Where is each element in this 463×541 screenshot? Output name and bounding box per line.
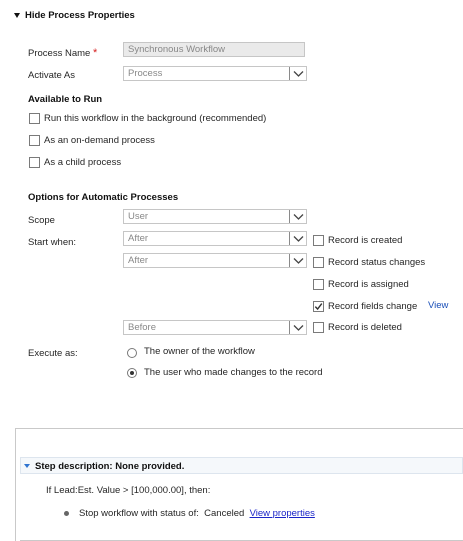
start-when-value: After xyxy=(128,233,149,244)
run-background-label: Run this workflow in the background (recommended) xyxy=(44,113,267,124)
action-prefix: Stop workflow with status of: xyxy=(79,508,199,519)
chevron-down-icon xyxy=(289,254,306,267)
checkmark-icon xyxy=(314,302,323,311)
start-when-value: Before xyxy=(128,322,156,333)
section-title: Hide Process Properties xyxy=(25,10,135,21)
start-when-select-deleted[interactable] xyxy=(123,320,307,335)
hide-properties-toggle[interactable] xyxy=(14,10,135,21)
record-created-label: Record is created xyxy=(328,235,403,246)
required-asterisk: * xyxy=(92,47,98,59)
scope-select[interactable] xyxy=(123,209,307,224)
step-description: Step description: None provided. xyxy=(35,461,185,472)
chevron-down-icon xyxy=(289,232,306,245)
available-to-run-heading: Available to Run xyxy=(28,94,103,105)
chevron-down-icon xyxy=(289,210,306,223)
record-status-changes-checkbox[interactable] xyxy=(313,257,324,268)
record-fields-change-checkbox[interactable] xyxy=(313,301,324,312)
step-header-row[interactable] xyxy=(24,461,184,472)
record-assigned-label: Record is assigned xyxy=(328,279,409,290)
on-demand-label: As an on-demand process xyxy=(44,135,155,146)
record-created-checkbox[interactable] xyxy=(313,235,324,246)
start-when-select-status[interactable] xyxy=(123,253,307,268)
process-name-label: Process Name * xyxy=(28,47,98,59)
start-when-value: After xyxy=(128,255,149,266)
chevron-down-icon xyxy=(289,67,306,80)
step-action-row xyxy=(64,508,315,519)
collapse-triangle-icon xyxy=(14,13,20,18)
user-radio[interactable] xyxy=(127,368,137,378)
record-fields-change-label: Record fields change xyxy=(328,301,418,312)
execute-as-label: Execute as: xyxy=(28,348,78,359)
start-when-label: Start when: xyxy=(28,237,77,248)
owner-radio[interactable] xyxy=(127,348,137,358)
start-when-select-created[interactable] xyxy=(123,231,307,246)
owner-radio-label: The owner of the workflow xyxy=(144,346,255,357)
record-assigned-checkbox[interactable] xyxy=(313,279,324,290)
process-name-field[interactable]: Synchronous Workflow xyxy=(123,42,305,57)
child-process-checkbox[interactable] xyxy=(29,157,40,168)
child-process-label: As a child process xyxy=(44,157,122,168)
record-status-changes-label: Record status changes xyxy=(328,257,426,268)
view-properties-link[interactable]: View properties xyxy=(249,508,315,519)
view-fields-link[interactable]: View xyxy=(428,300,449,311)
step-condition: If Lead:Est. Value > [100,000.00], then: xyxy=(46,485,211,496)
user-radio-label: The user who made changes to the record xyxy=(144,367,323,378)
activate-as-label: Activate As xyxy=(28,70,75,81)
scope-label: Scope xyxy=(28,215,55,226)
chevron-down-icon xyxy=(289,321,306,334)
activate-as-value: Process xyxy=(128,68,163,79)
expand-triangle-icon xyxy=(24,464,30,468)
scope-value: User xyxy=(128,211,149,222)
action-status: Canceled xyxy=(204,508,245,519)
run-background-checkbox[interactable] xyxy=(29,113,40,124)
record-deleted-checkbox[interactable] xyxy=(313,322,324,333)
activate-as-select[interactable] xyxy=(123,66,307,81)
record-deleted-label: Record is deleted xyxy=(328,322,402,333)
automatic-options-heading: Options for Automatic Processes xyxy=(28,192,179,203)
bullet-icon xyxy=(64,511,69,516)
on-demand-checkbox[interactable] xyxy=(29,135,40,146)
